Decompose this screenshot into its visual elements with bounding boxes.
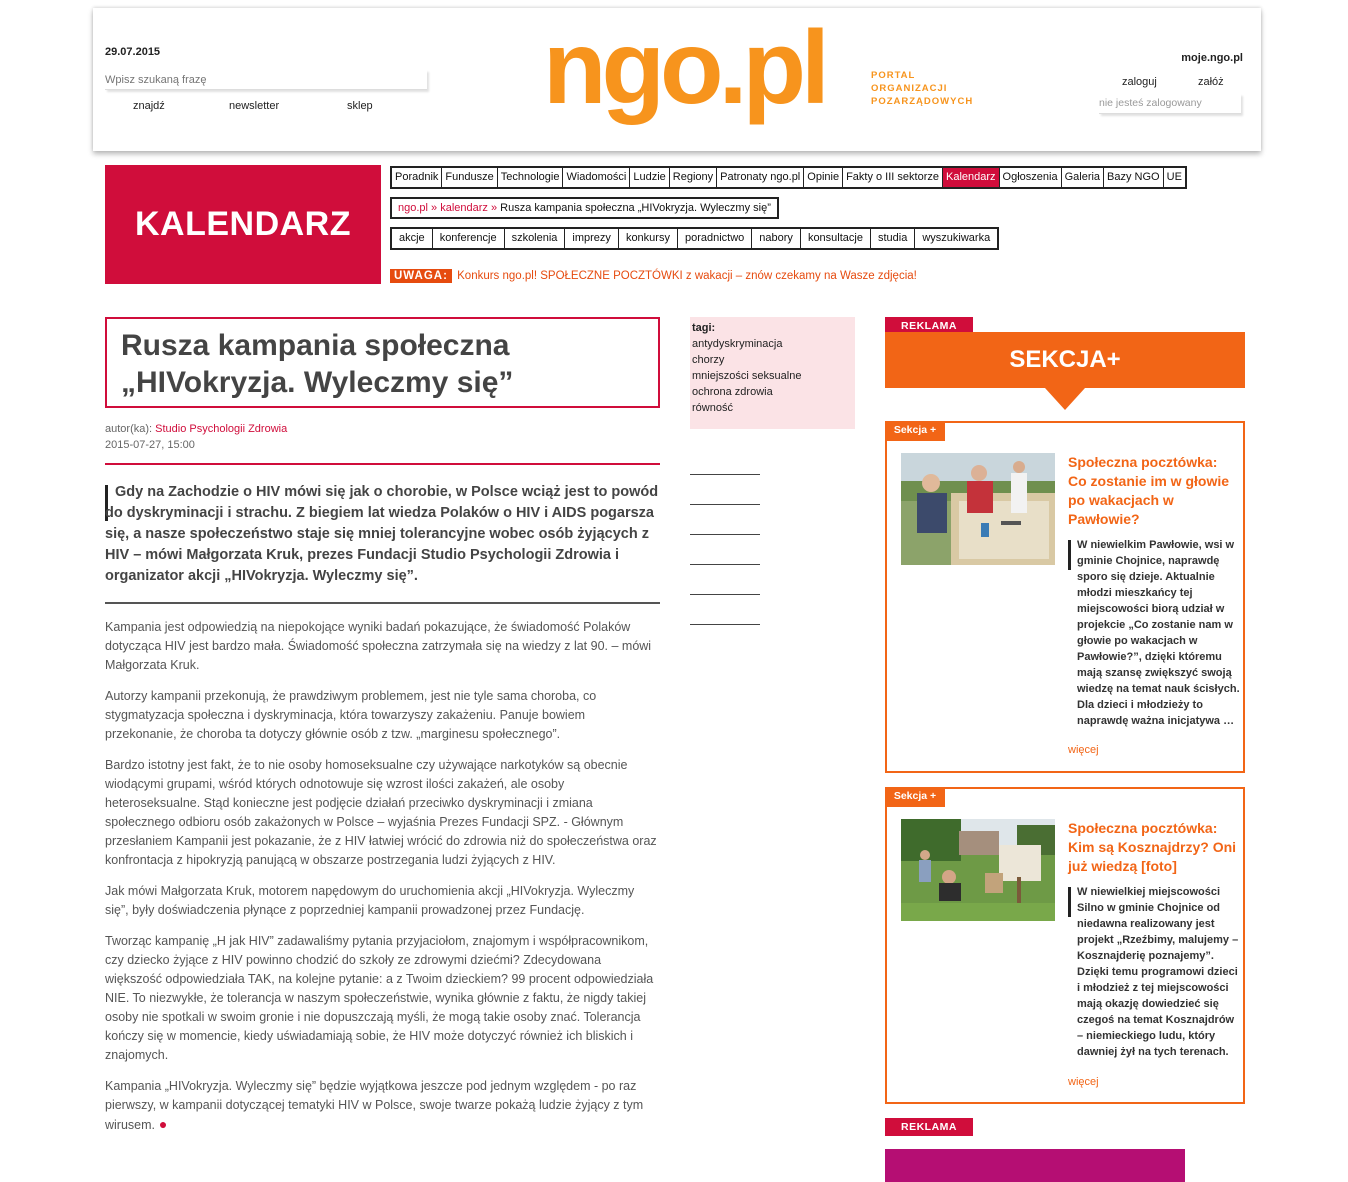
card-more-link[interactable]: więcej bbox=[1068, 744, 1099, 756]
login-status: nie jesteś zalogowany bbox=[1099, 94, 1241, 114]
article-paragraph bbox=[105, 882, 660, 920]
nav-item-kalendarz[interactable]: Kalendarz bbox=[943, 168, 1000, 187]
nav-item-technologie[interactable]: Technologie bbox=[498, 168, 564, 187]
category-studia[interactable]: studia bbox=[871, 229, 915, 248]
article-paragraph bbox=[105, 618, 660, 675]
divider bbox=[690, 624, 760, 625]
register-link[interactable]: załóż bbox=[1198, 76, 1224, 88]
card-more-link[interactable]: więcej bbox=[1068, 1076, 1099, 1088]
nav-item-bazy-ngo[interactable]: Bazy NGO bbox=[1104, 168, 1164, 187]
category-konsultacje[interactable]: konsultacje bbox=[801, 229, 871, 248]
ad-banner[interactable] bbox=[885, 1149, 1185, 1182]
card-text-content: W niewielkiej miejscowości Silno w gminie Chojnice od niedawna realizowany jest projekt „Rzeźbimy, malujemy – Kosznajderię poznajemy”. Dzięki temu programowi dzieci i młodzież z tej miejscowości mają okazję dowiedzieć się czegoś na temat Kosznajdrów – niemieckiego ludu, który dawniej żył na tych terenach. bbox=[1077, 886, 1239, 1058]
divider bbox=[690, 474, 760, 475]
nav-item-regiony[interactable]: Regiony bbox=[670, 168, 717, 187]
paragraph-text: Jak mówi Małgorzata Kruk, motorem napędowym do uruchomienia akcji „HIVokryzja. Wyleczmy się”, były doświadczenia płynące z poprzedniej kampanii prowadzonej przez Fundację. bbox=[105, 884, 635, 917]
main-nav bbox=[390, 166, 1187, 189]
article-lead bbox=[105, 482, 660, 587]
logo-subtitle-line: ORGANIZACJI bbox=[871, 83, 948, 94]
article-title: Rusza kampania społeczna „HIVokryzja. Wyleczmy się” bbox=[105, 317, 660, 408]
alert-link[interactable]: Konkurs ngo.pl! SPOŁECZNE POCZTÓWKI z wakacji – znów czekamy na Wasze zdjęcia! bbox=[457, 270, 917, 282]
category-nav bbox=[390, 227, 999, 250]
article-author bbox=[105, 423, 287, 435]
category-akcje[interactable]: akcje bbox=[392, 229, 433, 248]
card-title[interactable]: Społeczna pocztówka: Co zostanie im w głowie po wakacjach w Pawłowie? bbox=[1068, 454, 1230, 527]
sekcja-card bbox=[885, 421, 1245, 773]
article-paragraph bbox=[105, 932, 660, 1065]
nav-item-fundusze[interactable]: Fundusze bbox=[442, 168, 497, 187]
breadcrumb-current: Rusza kampania społeczna „HIVokryzja. Wyleczmy się” bbox=[500, 202, 771, 214]
breadcrumb-section[interactable]: kalendarz » bbox=[440, 202, 498, 214]
logo-subtitle-line: PORTAL bbox=[871, 70, 916, 81]
nav-item-ludzie[interactable]: Ludzie bbox=[630, 168, 669, 187]
card-badge: Sekcja + bbox=[885, 787, 945, 807]
nav-item-ue[interactable]: UE bbox=[1166, 171, 1182, 183]
card-text-content: W niewielkim Pawłowie, wsi w gminie Chojnice, naprawdę sporo się dzieje. Aktualnie młodzi mieszkańcy tej miejscowości biorą udział w projekcie „Co zostanie nam w głowie po wakacjach w Pawłowie?”, dzięki któremu mają szansę zwiększyć swoją wiedzę na temat nauk ścisłych. Dla dzieci i młodzieży to naprawdę ważna inicjatywa … bbox=[1077, 539, 1240, 727]
section-banner: KALENDARZ bbox=[105, 165, 381, 284]
paragraph-text: Bardzo istotny jest fakt, że to nie osoby homoseksualne czy używające narkotyków są obecnie wiodącymi grupami, wśród których odnotowuje się wzrost ilości zakażeń, ale osoby heteroseksualne. Stąd konieczne jest podjęcie działań przeciwko dyskryminacji i zmiana społecznego odbioru osób zakażonych w Polsce – wyjaśnia Prezes Fundacji SPZ. - Głównym przesłaniem Kampanii jest pokazanie, że z HIV łatwiej wrócić do zdrowia niż do społeczeństwa oraz konfrontacja z hipokryzją panującą w obszarze postrzegania ludzi żyjących z HIV. bbox=[105, 758, 657, 867]
card-text bbox=[1068, 884, 1240, 1060]
category-poradnictwo[interactable]: poradnictwo bbox=[678, 229, 752, 248]
shop-link[interactable]: sklep bbox=[347, 100, 373, 112]
article-paragraph bbox=[105, 756, 660, 870]
breadcrumb bbox=[390, 197, 779, 219]
site-logo[interactable]: ngo.pl bbox=[543, 10, 825, 126]
tags-box bbox=[690, 317, 855, 429]
category-nabory[interactable]: nabory bbox=[752, 229, 801, 248]
divider bbox=[105, 463, 660, 465]
card-photo[interactable] bbox=[901, 819, 1055, 931]
paragraph-text: Tworząc kampanię „H jak HIV” zadawaliśmy pytania przyjaciołom, znajomym i współpracownikom, czy dziecko żyjące z HIV powinno chodzić do szkoły ze zdrowymi dziećmi? Zdecydowana większość odpowiedziała TAK, na kolejne pytanie: a z Twoim dzieckiem? 99 procent odpowiedziała NIE. To niezwykłe, że tolerancja w naszym społeczeństwie, wynika głównie z faktu, że nigdy takiej osoby nie spotkali w swoim gronie i nie dopuszczają myśli, że mogą takie osoby znać. Tolerancja kończy się w momencie, kiedy uświadamiają sobie, że HIV może dotyczyć również ich bliskich i znajomych. bbox=[105, 934, 654, 1062]
sekcja-banner[interactable]: SEKCJA+ bbox=[885, 332, 1245, 388]
category-szkolenia[interactable]: szkolenia bbox=[505, 229, 566, 248]
card-text bbox=[1068, 537, 1240, 729]
divider bbox=[105, 602, 660, 604]
alert-label: UWAGA: bbox=[390, 269, 452, 283]
moje-ngo-link[interactable]: moje.ngo.pl bbox=[1181, 52, 1243, 64]
breadcrumb-root[interactable]: ngo.pl » bbox=[398, 202, 438, 214]
sekcja-card bbox=[885, 787, 1245, 1104]
nav-item-poradnik[interactable]: Poradnik bbox=[392, 168, 442, 187]
tags-title: tagi: bbox=[692, 322, 716, 334]
tags-list bbox=[692, 336, 853, 416]
category-imprezy[interactable]: imprezy bbox=[565, 229, 619, 248]
ad-label: REKLAMA bbox=[885, 317, 973, 335]
card-title[interactable]: Społeczna pocztówka: Kim są Kosznajdrzy? Oni już wiedzą [foto] bbox=[1068, 820, 1237, 874]
nav-item-ogłoszenia[interactable]: Ogłoszenia bbox=[1000, 168, 1062, 187]
ad-label: REKLAMA bbox=[885, 1118, 973, 1136]
tag-link[interactable]: ochrona zdrowia bbox=[692, 386, 773, 398]
article-lead-text: Gdy na Zachodzie o HIV mówi się jak o chorobie, w Polsce wciąż jest to powód do dyskryminacji i strachu. Z biegiem lat wiedza Polaków o HIV i AIDS pogarsza się, a nasze społeczeństwo staje się mniej tolerancyjne wobec osób żyjących z HIV – mówi Małgorzata Kruk, prezes Fundacji Studio Psychologii Zdrowia i organizator akcji „HIVokryzja. Wyleczmy się”. bbox=[105, 484, 659, 584]
tag-link[interactable]: antydyskryminacja bbox=[692, 338, 783, 350]
search-button[interactable]: znajdź bbox=[133, 100, 165, 112]
article-paragraph bbox=[105, 1077, 660, 1135]
logo-subtitle-line: POZARZĄDOWYCH bbox=[871, 96, 974, 107]
nav-item-patronaty-ngo-pl[interactable]: Patronaty ngo.pl bbox=[717, 168, 804, 187]
alert-bar bbox=[390, 269, 917, 283]
author-link[interactable]: Studio Psychologii Zdrowia bbox=[155, 423, 288, 435]
nav-item-galeria[interactable]: Galeria bbox=[1062, 168, 1104, 187]
nav-item-fakty-o-iii-sektorze[interactable]: Fakty o III sektorze bbox=[843, 168, 943, 187]
paragraph-text: Kampania „HIVokryzja. Wyleczmy się” będzie wyjątkowa jeszcze pod jednym względem - po raz pierwszy, w kampanii dotyczącej tematyki HIV w Polsce, swoje twarze pokażą ludzie żyjący z tym wirusem. bbox=[105, 1079, 644, 1132]
logo-subtitle bbox=[871, 69, 973, 108]
category-konferencje[interactable]: konferencje bbox=[433, 229, 505, 248]
divider bbox=[690, 594, 760, 595]
divider bbox=[690, 564, 760, 565]
paragraph-text: Kampania jest odpowiedzią na niepokojące wyniki badań pokazujące, że świadomość Polaków dotycząca HIV jest bardzo mała. Świadomość społeczna zatrzymała się na wiedzy z lat 90. – mówi Małgorzata Kruk. bbox=[105, 620, 652, 672]
tag-link[interactable]: mniejszości seksualne bbox=[692, 370, 802, 382]
card-badge: Sekcja + bbox=[885, 421, 945, 441]
paragraph-text: Autorzy kampanii przekonują, że prawdziwym problemem, jest nie tyle sama choroba, co stygmatyzacja społeczna i dyskryminacja, która towarzyszy zakażeniu. Panuje bowiem przekonanie, że choroba ta dotyczy głównie osób z tzw. „marginesu społecznego”. bbox=[105, 689, 597, 741]
article-date: 2015-07-27, 15:00 bbox=[105, 439, 195, 451]
end-dot-icon: ● bbox=[155, 1116, 168, 1132]
divider bbox=[690, 534, 760, 535]
tag-link[interactable]: równość bbox=[692, 402, 733, 414]
login-link[interactable]: zaloguj bbox=[1122, 76, 1157, 88]
nav-item-wiadomości[interactable]: Wiadomości bbox=[563, 168, 630, 187]
search-input[interactable] bbox=[105, 70, 427, 90]
sekcja-arrow-icon bbox=[1045, 388, 1085, 410]
card-photo[interactable] bbox=[901, 453, 1055, 565]
current-date: 29.07.2015 bbox=[105, 46, 161, 58]
category-wyszukiwarka[interactable]: wyszukiwarka bbox=[922, 232, 991, 244]
article-body bbox=[105, 618, 660, 1147]
nav-item-opinie[interactable]: Opinie bbox=[804, 168, 843, 187]
newsletter-link[interactable]: newsletter bbox=[229, 100, 280, 112]
site-header bbox=[93, 8, 1261, 151]
tag-link[interactable]: chorzy bbox=[692, 354, 725, 366]
divider bbox=[690, 504, 760, 505]
author-label: autor(ka): bbox=[105, 423, 153, 435]
article-paragraph bbox=[105, 687, 660, 744]
category-konkursy[interactable]: konkursy bbox=[619, 229, 678, 248]
